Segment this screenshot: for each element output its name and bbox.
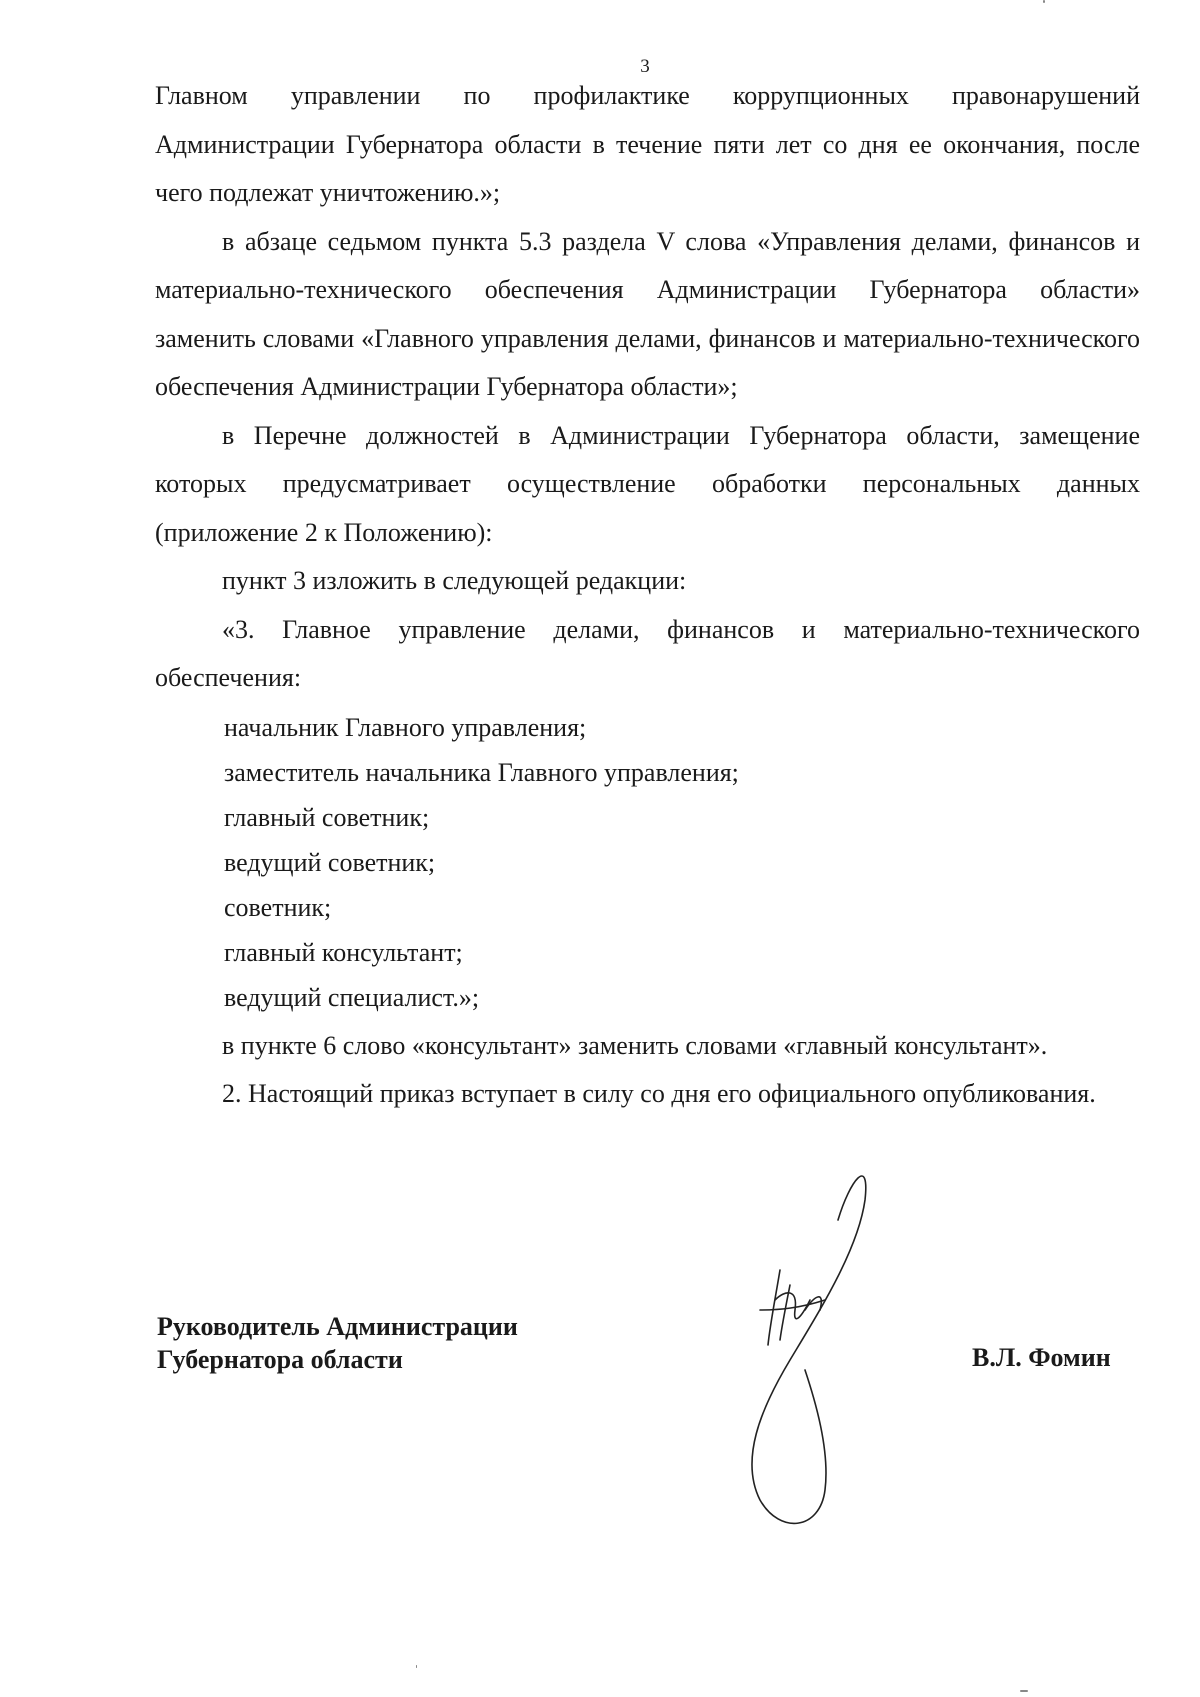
list-item: ведущий специалист.»; [224,982,480,1012]
signatory-title [157,1310,518,1376]
list-item: заместитель начальника Главного управления; [224,757,739,787]
signatory-name: В.Л. Фомин [972,1343,1111,1372]
paragraph-item-3-intro: пункт 3 изложить в следующей редакции: [222,566,687,595]
list-item: ведущий советник; [224,847,436,877]
paragraph-item-6-amendment: в пункте 6 слово «консультант» заменить словами «главный консультант». [222,1030,1048,1060]
paragraph-amendment-5-3: в абзаце седьмом пункта 5.3 раздела V слова «Управления делами, финансов и материально-технического обеспечения Администрации Губернатора области» заменить словами «Главного управления делами, финансов и материально-технического обеспечения Администрации Губернатора области»; [155,226,1140,401]
scan-speck [1020,1690,1028,1692]
paragraph-positions-list-intro: в Перечне должностей в Администрации Губернатора области, замещение которых предусматривает осуществление обработки персональных данных (приложение 2 к Положению): [155,420,1140,547]
signatory-title-line1: Руководитель Администрации [157,1312,518,1341]
paragraph-continuation: Главном управлении по профилактике коррупционных правонарушений Администрации Губернатора области в течение пяти лет со дня ее окончания, после чего подлежат уничтожению.»; [155,81,1140,207]
list-item: главный консультант; [224,937,463,967]
page-number: 3 [640,56,650,77]
scan-speck [416,1665,417,1668]
list-item: главный советник; [224,802,430,832]
document-body [155,72,1140,1119]
list-item: начальник Главного управления; [224,712,587,742]
list-item: советник; [224,892,332,922]
scan-speck [1043,0,1045,3]
handwritten-signature [720,1160,940,1540]
paragraph-item-3-heading: «3. Главное управление делами, финансов и материально-технического обеспечения: [155,614,1140,692]
paragraph-entry-into-force: 2. Настоящий приказ вступает в силу со дня его официального опубликования. [222,1079,1096,1108]
signatory-title-line2: Губернатора области [157,1345,403,1374]
positions-list [155,705,1140,1020]
